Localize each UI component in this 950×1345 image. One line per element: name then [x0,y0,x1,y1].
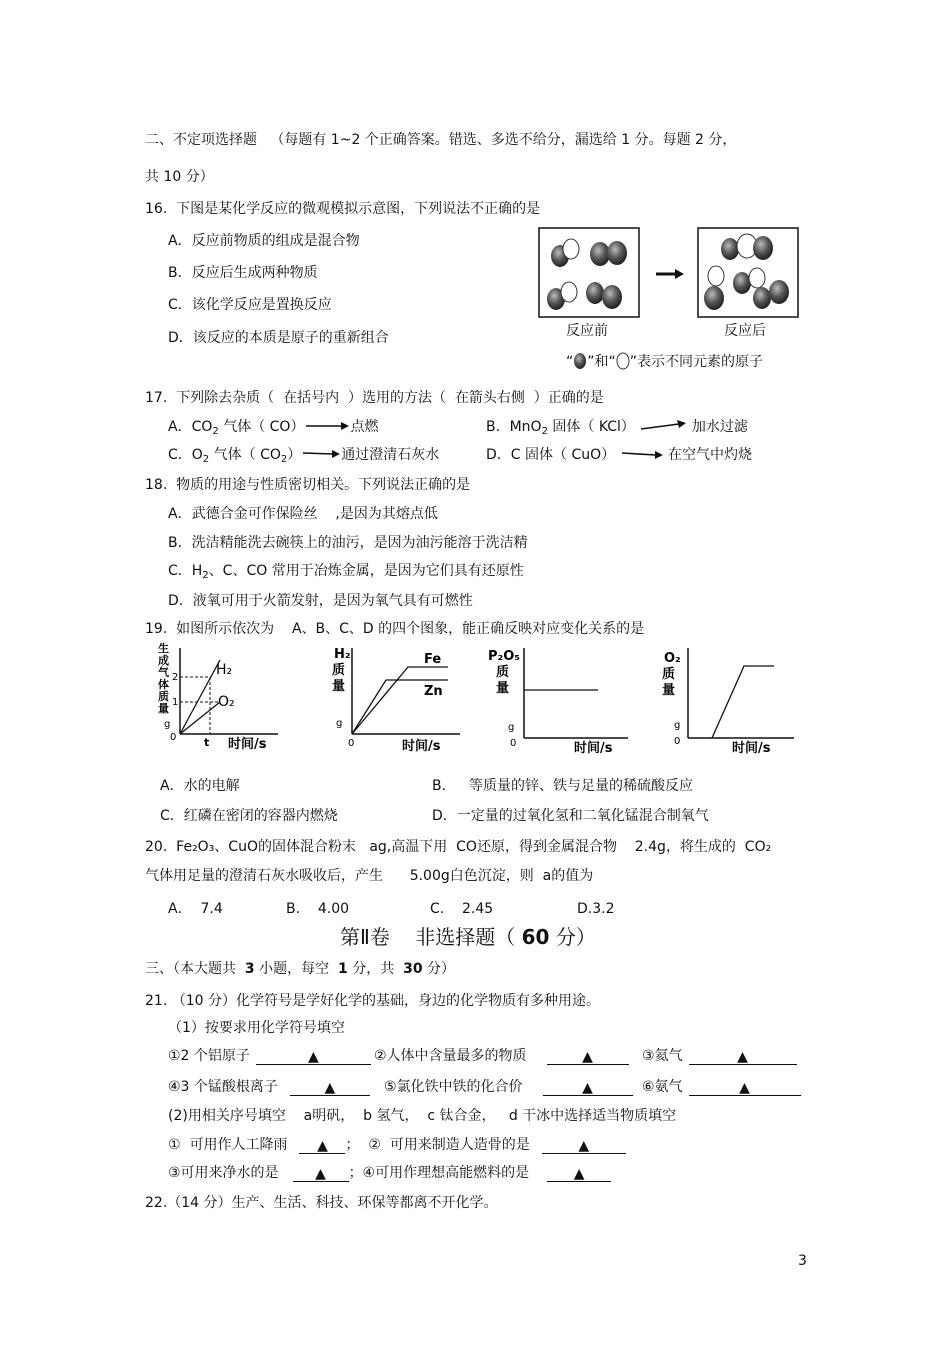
graph-b [330,642,465,754]
graph-a-h2-label: H₂ [216,662,233,678]
section2-title: 二、不定项选择题 （每题有 1~2 个正确答案。错选、多选不给分，漏选给 1 分。每题 2 分， [145,132,737,148]
answer-blank[interactable]: ▲ [290,1079,370,1096]
reaction-diagram [538,226,800,320]
q21-part1: （1）按要求用化学符号填空 [168,1020,345,1036]
svg-text:0: 0 [674,736,681,747]
arrow-icon [301,448,341,460]
q22-stem: 22.（14 分）生产、生活、科技、环保等都离不开化学。 [145,1195,498,1211]
q19-option-b: B． 等质量的锌、铁与足量的稀硫酸反应 [432,778,693,794]
reaction-arrow [656,269,684,279]
svg-text:0: 0 [348,738,355,749]
q21-item6: ⑥氨气 ▲ [642,1078,801,1096]
graph-a-xlabel: 时间/s [228,737,267,752]
graph-a-tick-1: 1 [172,697,179,708]
svg-text:成: 成 [158,654,169,667]
q19-option-c: C．红磷在密闭的容器内燃烧 [160,808,338,824]
q16-option-c: C．该化学反应是置换反应 [168,297,332,313]
q20-line1: 20. Fe₂O₃、CuO的固体混合粉末 ag,高温下用 CO还原，得到金属混合物 2.4g，将生成的 CO₂ [145,839,772,855]
svg-text:0: 0 [510,738,517,749]
q16-stem: 16. 下图是某化学反应的微观模拟示意图，下列说法不正确的是 [145,201,541,217]
svg-text:气: 气 [158,666,169,679]
graph-b-fe-label: Fe [424,652,442,667]
svg-text:量: 量 [496,681,510,696]
q21-item2: ②人体中含量最多的物质 ▲ [374,1047,629,1065]
svg-text:量: 量 [158,702,169,715]
part2-title: 第Ⅱ卷 非选择题（ 60 分） [340,925,596,949]
graph-c-xlabel: 时间/s [574,741,613,754]
q18-option-b: B．洗洁精能洗去碗筷上的油污，是因为油污能溶于洗洁精 [168,535,528,551]
section2-rule-cont: 共 10 分） [145,169,214,185]
atom-legend: “ ”和“ ”表示不同元素的原子 [566,354,764,370]
graph-b-xlabel: 时间/s [402,739,441,754]
section3-title: 三、（本大题共 3 小题，每空 1 分，共 30 分） [145,961,456,977]
q19-stem: 19. 如图所示依次为 A、B、C、D 的四个图象，能正确反映对应变化关系的是 [145,621,645,637]
answer-blank[interactable]: ▲ [689,1048,797,1065]
graph-b-ylabel-1: H₂ [334,647,351,662]
answer-blank[interactable]: ▲ [256,1048,371,1065]
q17-option-a: A．$CO_2$ 气体（ CO） 点燃 [168,419,379,437]
q17-option-d: D．C 固体（ CuO） 在空气中灼烧 [486,447,753,463]
q21-item4: ④3 个锰酸根离子 ▲ [168,1078,370,1096]
svg-text:质: 质 [662,667,676,682]
q21-item5: ⑤氯化铁中铁的化合价 ▲ [384,1078,633,1096]
answer-blank[interactable]: ▲ [689,1079,801,1096]
after-label: 反应后 [724,323,766,339]
arrow-icon [620,448,664,460]
q20-option-b: B. 4.00 [286,901,350,917]
svg-text:体: 体 [158,678,169,691]
q17-option-b: B．MnO$_2$ 固体（ KCl） 加水过滤 [486,419,748,437]
graph-c [484,642,634,754]
q16-option-a: A．反应前物质的组成是混合物 [168,233,360,249]
svg-text:g: g [336,718,343,729]
svg-text:质: 质 [158,690,169,703]
q21-fill2: ③可用来净水的是 ▲ ；④可用作理想高能燃料的是 ▲ [168,1164,611,1182]
q20-line2: 气体用足量的澄清石灰水吸收后，产生 5.00g白色沉淀，则 a的值为 [145,868,594,884]
graph-b-zn-label: Zn [424,684,443,699]
arrow-icon [304,420,350,432]
q18-option-d: D．液氧可用于火箭发射，是因为氧气具有可燃性 [168,593,473,609]
light-atom-icon [616,352,630,370]
q16-option-d: D．该反应的本质是原子的重新组合 [168,330,389,346]
graph-d-ylabel-1: O₂ [664,651,681,666]
svg-text:质: 质 [332,663,346,678]
q19-option-d: D．一定量的过氧化氢和二氧化锰混合制氧气 [432,808,709,824]
answer-blank[interactable]: ▲ [547,1048,629,1065]
arrow-icon [639,420,687,432]
q16-option-b: B．反应后生成两种物质 [168,265,318,281]
q20-option-c: C. 2.45 [430,901,494,917]
graph-c-ylabel-1: P₂O₅ [488,649,520,664]
q20-option-a: A． 7.4 [168,901,223,917]
q17-stem: 17. 下列除去杂质（ 在括号内 ）选用的方法（ 在箭头右侧 ）正确的是 [145,390,604,406]
q21-fill1: ① 可用作人工降雨 ▲ ； ② 可用来制造人造骨的是 ▲ [168,1136,626,1154]
answer-blank[interactable]: ▲ [542,1137,626,1154]
svg-text:质: 质 [496,665,510,680]
q21-item3: ③氦气 ▲ [642,1047,797,1065]
graph-a-t: t [204,736,210,749]
graph-a [150,642,285,754]
q19-option-a: A．水的电解 [160,778,240,794]
page-number: 3 [798,1253,807,1269]
answer-blank[interactable]: ▲ [543,1079,633,1096]
answer-blank[interactable]: ▲ [299,1137,345,1154]
svg-text:量: 量 [662,683,676,698]
graph-a-unit: g [164,719,171,730]
q18-option-a: A．武德合金可作保险丝 ,是因为其熔点低 [168,506,438,522]
q21-item1: ①2 个铝原子 ▲ [168,1047,371,1065]
answer-blank[interactable]: ▲ [547,1165,611,1182]
svg-text:g: g [508,722,515,733]
svg-text:g: g [674,720,681,731]
answer-blank[interactable]: ▲ [293,1165,349,1182]
before-label: 反应前 [566,323,608,339]
q20-option-d: D.3.2 [577,901,615,917]
graph-d-xlabel: 时间/s [732,741,771,754]
q18-stem: 18. 物质的用途与性质密切相关。下列说法正确的是 [145,477,471,493]
graph-d [660,642,800,754]
q18-option-c: C．$H_2$、C、CO 常用于冶炼金属，是因为它们具有还原性 [168,563,524,581]
q21-part2: (2)用相关序号填空 a明矾， b 氢气， c 钛合金， d 干冰中选择适当物质填空 [168,1108,677,1124]
svg-text:量: 量 [332,679,346,694]
svg-text:0: 0 [170,732,177,743]
q17-option-c: C．$O_2$ 气体（ $CO_2$） 通过澄清石灰水 [168,447,440,465]
graph-a-o2-label: O₂ [218,694,235,710]
graph-a-ylabel-1: 生 [158,642,169,655]
q21-stem: 21. （10 分）化学符号是学好化学的基础，身边的化学物质有多种用途。 [145,993,600,1009]
dark-atom-icon [573,352,587,370]
graph-a-tick-2: 2 [172,672,179,683]
